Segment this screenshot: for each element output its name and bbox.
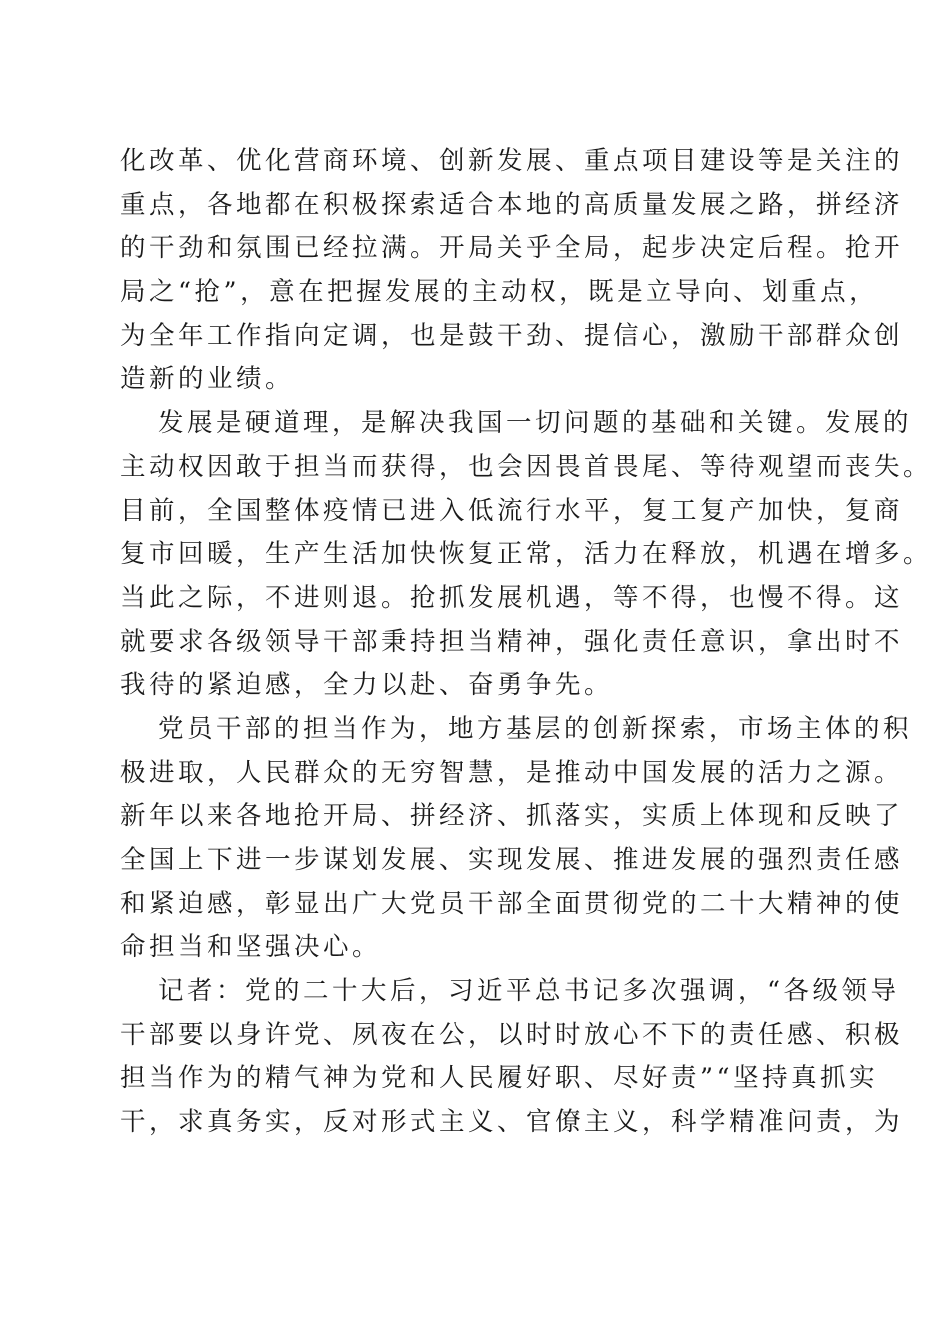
paragraph-1 [120, 140, 904, 402]
paragraph-2 [120, 402, 933, 708]
paragraph-line: 主动权因敢于担当而获得，也会因畏首畏尾、等待观望而丧失。 [120, 451, 933, 482]
paragraph-line: 发展是硬道理，是解决我国一切问题的基础和关键。发展的 [158, 408, 913, 439]
paragraph-line: 命担当和坚强决心。 [120, 932, 382, 963]
paragraph-3 [120, 708, 913, 970]
paragraph-line: 复市回暖，生产生活加快恢复正常，活力在释放，机遇在增多。 [120, 539, 933, 570]
paragraph-line: 当此之际，不进则退。抢抓发展机遇，等不得，也慢不得。这 [120, 582, 904, 613]
paragraph-line: 为全年工作指向定调，也是鼓干劲、提信心，激励干部群众创 [120, 320, 904, 351]
paragraph-line: 就要求各级领导干部秉持担当精神，强化责任意识，拿出时不 [120, 626, 904, 657]
paragraph-line: 局之“抢”，意在把握发展的主动权，既是立导向、划重点， [120, 277, 879, 308]
paragraph-line: 重点，各地都在积极探索适合本地的高质量发展之路，拼经济 [120, 189, 904, 220]
paragraph-line: 的干劲和氛围已经拉满。开局关乎全局，起步决定后程。抢开 [120, 233, 904, 264]
paragraph-line: 造新的业绩。 [120, 364, 295, 395]
paragraph-line: 目前，全国整体疫情已进入低流行水平，复工复产加快，复商 [120, 495, 904, 526]
paragraph-line: 担当作为的精气神为党和人民履好职、尽好责”“坚持真抓实 [120, 1063, 879, 1094]
paragraph-line: 新年以来各地抢开局、拼经济、抓落实，实质上体现和反映了 [120, 801, 904, 832]
paragraph-4 [120, 970, 904, 1145]
paragraph-line: 极进取，人民群众的无穷智慧，是推动中国发展的活力之源。 [120, 757, 904, 788]
paragraph-line: 化改革、优化营商环境、创新发展、重点项目建设等是关注的 [120, 146, 904, 176]
paragraph-line: 党员干部的担当作为，地方基层的创新探索，市场主体的积 [158, 713, 913, 744]
paragraph-line: 我待的紧迫感，全力以赴、奋勇争先。 [120, 670, 614, 701]
paragraph-line: 干，求真务实，反对形式主义、官僚主义，科学精准问责，为 [120, 1107, 904, 1138]
paragraph-line: 干部要以身许党、夙夜在公，以时时放心不下的责任感、积极 [120, 1019, 904, 1050]
paragraph-line: 全国上下进一步谋划发展、实现发展、推进发展的强烈责任感 [120, 845, 904, 875]
paragraph-line: 记者：党的二十大后，习近平总书记多次强调，“各级领导 [158, 976, 900, 1007]
paragraph-line: 和紧迫感，彰显出广大党员干部全面贯彻党的二十大精神的使 [120, 888, 904, 919]
document-body [120, 140, 933, 1145]
